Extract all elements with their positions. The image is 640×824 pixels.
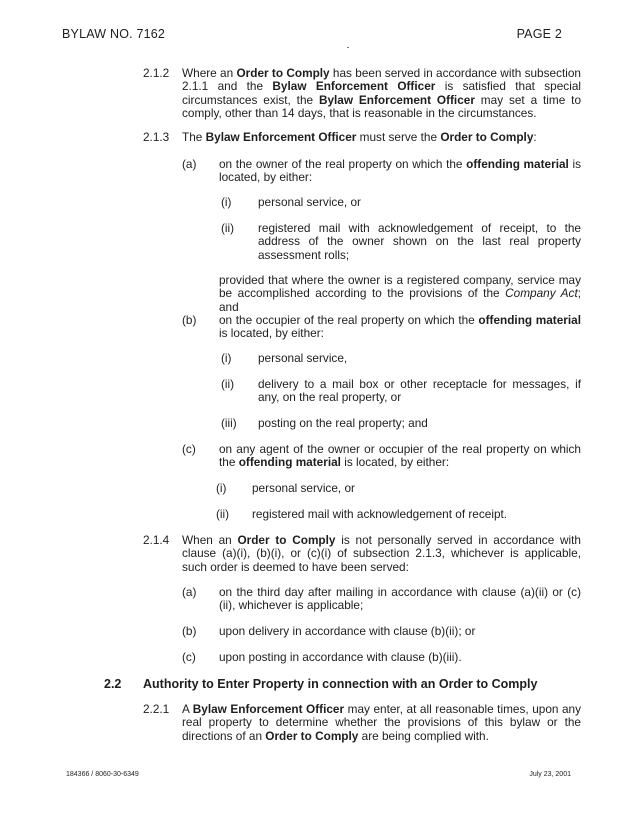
clause-text: on the third day after mailing in accordance with clause (a)(ii) or (c)(ii), whichever is applicable;: [219, 585, 581, 613]
clause-text: upon posting in accordance with clause (b)(iii).: [219, 650, 462, 664]
clause-b-text: on the occupier of the real property on which the offending material is located, by either:: [219, 313, 581, 341]
section-number: 2.2.1: [143, 702, 170, 716]
bylaw-number: BYLAW NO. 7162: [62, 27, 166, 41]
section-number: 2.1.2: [143, 66, 170, 80]
subclause-label: (i): [216, 481, 227, 495]
clause-a-text: on the owner of the real property on which the offending material is located, by either:: [219, 157, 581, 185]
page-number: PAGE 2: [516, 27, 562, 41]
subclause-text: posting on the real property; and: [258, 416, 428, 430]
subclause-label: (ii): [221, 377, 235, 391]
subclause-text: personal service,: [258, 351, 348, 365]
subclause-text: registered mail with acknowledgement of receipt, to the address of the owner shown on the last real property assessment rolls;: [258, 221, 581, 262]
clause-label: (a): [182, 585, 197, 599]
section-2-2-heading: Authority to Enter Property in connection with an Order to Comply: [143, 677, 538, 691]
subclause-text: personal service, or: [258, 195, 361, 209]
subclause-text: delivery to a mail box or other receptacle for messages, if any, on the real property, or: [258, 377, 581, 405]
scan-speck: [347, 47, 349, 48]
subclause-label: (i): [221, 195, 232, 209]
section-number: 2.1.4: [143, 533, 170, 547]
clause-label: (b): [182, 313, 197, 327]
section-2-2-1-text: A Bylaw Enforcement Officer may enter, at all reasonable times, upon any real property to determine whether the provisions of this bylaw or the directions of an Order to Comply are being complied with.: [182, 702, 582, 743]
proviso-text: provided that where the owner is a registered company, service may be accomplished according to the provisions of the Company Act; and: [219, 273, 581, 314]
document-reference: 184366 / 8060-30-6349: [66, 771, 139, 778]
subclause-label: (ii): [216, 507, 230, 521]
section-2-2-number: 2.2: [104, 677, 122, 691]
subclause-text: personal service, or: [252, 481, 355, 495]
clause-c-text: on any agent of the owner or occupier of the real property on which the offending material is located, by either:: [219, 442, 581, 470]
clause-label: (b): [182, 624, 197, 638]
section-number: 2.1.3: [143, 130, 170, 144]
clause-label: (c): [182, 442, 196, 456]
subclause-text: registered mail with acknowledgement of receipt.: [252, 507, 508, 521]
section-2-1-3-text: The Bylaw Enforcement Officer must serve the Order to Comply:: [182, 130, 537, 144]
clause-label: (c): [182, 650, 196, 664]
section-2-1-4-text: When an Order to Comply is not personally served in accordance with clause (a)(i), (b)(i), or (c)(i) of subsection 2.1.3, whichever is applicable, such order is deemed to have been served:: [182, 533, 581, 574]
subclause-label: (iii): [221, 416, 237, 430]
section-2-1-2-text: Where an Order to Comply has been served in accordance with subsection 2.1.1 and the Bylaw Enforcement Officer is satisfied that special circumstances exist, the Bylaw Enforcement Officer may set a time to comply, other than 14 days, that is reasonable in the circumstances.: [182, 66, 582, 121]
subclause-label: (ii): [221, 221, 235, 235]
document-date: July 23, 2001: [529, 771, 571, 778]
clause-text: upon delivery in accordance with clause (b)(ii); or: [219, 624, 476, 638]
clause-label: (a): [182, 157, 197, 171]
subclause-label: (i): [221, 351, 232, 365]
